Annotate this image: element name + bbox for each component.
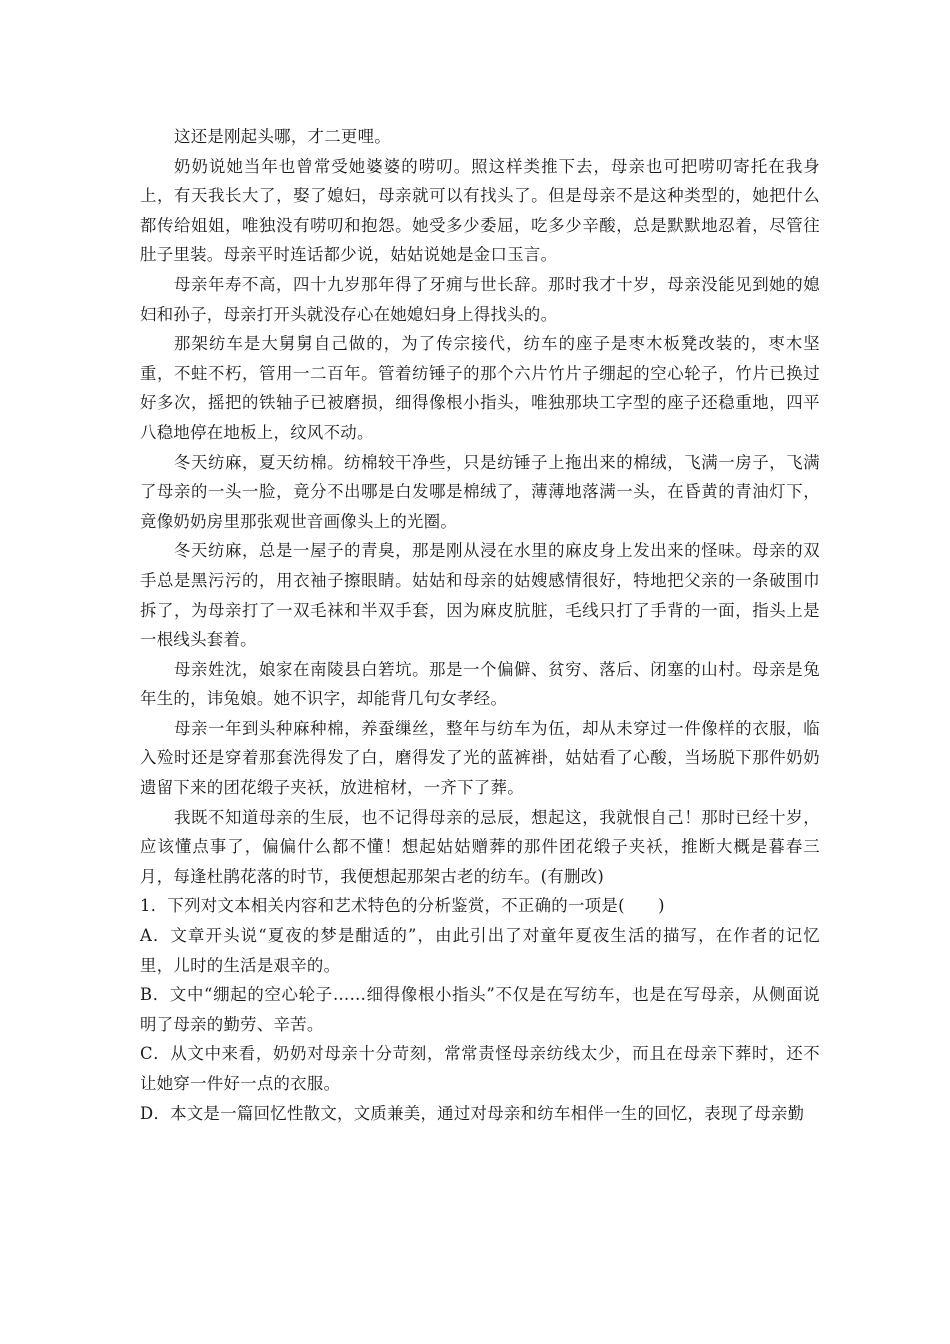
question-stem: 1．下列对文本相关内容和艺术特色的分析鉴赏，不正确的一项是( )	[140, 896, 665, 916]
answer-option-d: D．本文是一篇回忆性散文，文质兼美，通过对母亲和纺车相伴一生的回忆，表现了母亲勤	[140, 1103, 805, 1123]
paragraph: 母亲年寿不高，四十九岁那年得了牙痈与世长辞。那时我才十岁，母亲没能见到她的媳妇和孙子，母亲打开头就没存心在她媳妇身上得找头的。	[140, 274, 820, 324]
document-page	[140, 122, 820, 1128]
paragraph: 我既不知道母亲的生辰，也不记得母亲的忌辰，想起这，我就恨自己！那时已经十岁，应该懂点事了，偏偏什么都不懂！想起姑姑赠葬的那件团花缎子夹袄，推断大概是暮春三月，每逢杜鹃花落的时节，我便想起那架古老的纺车。(有删改)	[140, 807, 820, 886]
answer-option-c: C．从文中来看，奶奶对母亲十分苛刻，常常责怪母亲纺线太少，而且在母亲下葬时，还不让她穿一件好一点的衣服。	[140, 1044, 820, 1093]
paragraph: 母亲一年到头种麻种棉，养蚕缫丝，整年与纺车为伍，却从未穿过一件像样的衣服，临入殓时还是穿着那套洗得发了白，磨得发了光的蓝裤褂，姑姑看了心酸，当场脱下那件奶奶遗留下来的团花缎子夹袄，放进棺材，一齐下了葬。	[140, 718, 820, 798]
paragraph: 冬天纺麻，总是一屋子的青臭，那是刚从浸在水里的麻皮身上发出来的怪味。母亲的双手总是黑污污的，用衣袖子擦眼睛。姑姑和母亲的姑嫂感情很好，特地把父亲的一条破围巾拆了，为母亲打了一双毛袜和半双手套，因为麻皮肮脏，毛线只打了手背的一面，指头上是一根线头套着。	[140, 541, 820, 650]
answer-option-b: B．文中“绷起的空心轮子……细得像根小指头”不仅是在写纺车，也是在写母亲，从侧面说明了母亲的勤劳、辛苦。	[140, 985, 820, 1034]
paragraph: 母亲姓沈，娘家在南陵县白箬坑。那是一个偏僻、贫穷、落后、闭塞的山村。母亲是兔年生的，讳兔娘。她不识字，却能背几句女孝经。	[140, 659, 820, 709]
answer-option-a: A．文章开头说“夏夜的梦是酣适的”，由此引出了对童年夏夜生活的描写，在作者的记忆里，儿时的生活是艰辛的。	[140, 926, 820, 975]
paragraph: 那架纺车是大舅舅自己做的，为了传宗接代，纺车的座子是枣木板凳改装的，枣木坚重，不蛀不朽，管用一二百年。管着纺锤子的那个六片竹片子绷起的空心轮子，竹片已换过好多次，摇把的铁轴子已被磨损，细得像根小指头，唯独那块工字型的座子还稳重地，四平八稳地停在地板上，纹风不动。	[140, 334, 820, 442]
paragraph: 奶奶说她当年也曾常受她婆婆的唠叨。照这样类推下去，母亲也可把唠叨寄托在我身上，有天我长大了，娶了媳妇，母亲就可以有找头了。但是母亲不是这种类型的，她把什么都传给姐姐，唯独没有唠叨和抱怨。她受多少委屈，吃多少辛酸，总是默默地忍着，尽管往肚子里装。母亲平时连话都少说，姑姑说她是金口玉言。	[140, 156, 820, 265]
paragraph: 这还是刚起头哪，才二更哩。	[174, 127, 391, 146]
paragraph: 冬天纺麻，夏天纺棉。纺棉较干净些，只是纺锤子上拖出来的棉绒，飞满一房子，飞满了母亲的一头一脸，竟分不出哪是白发哪是棉绒了，薄薄地落满一头，在昏黄的青油灯下，竟像奶奶房里那张观世音画像头上的光圈。	[140, 452, 820, 531]
